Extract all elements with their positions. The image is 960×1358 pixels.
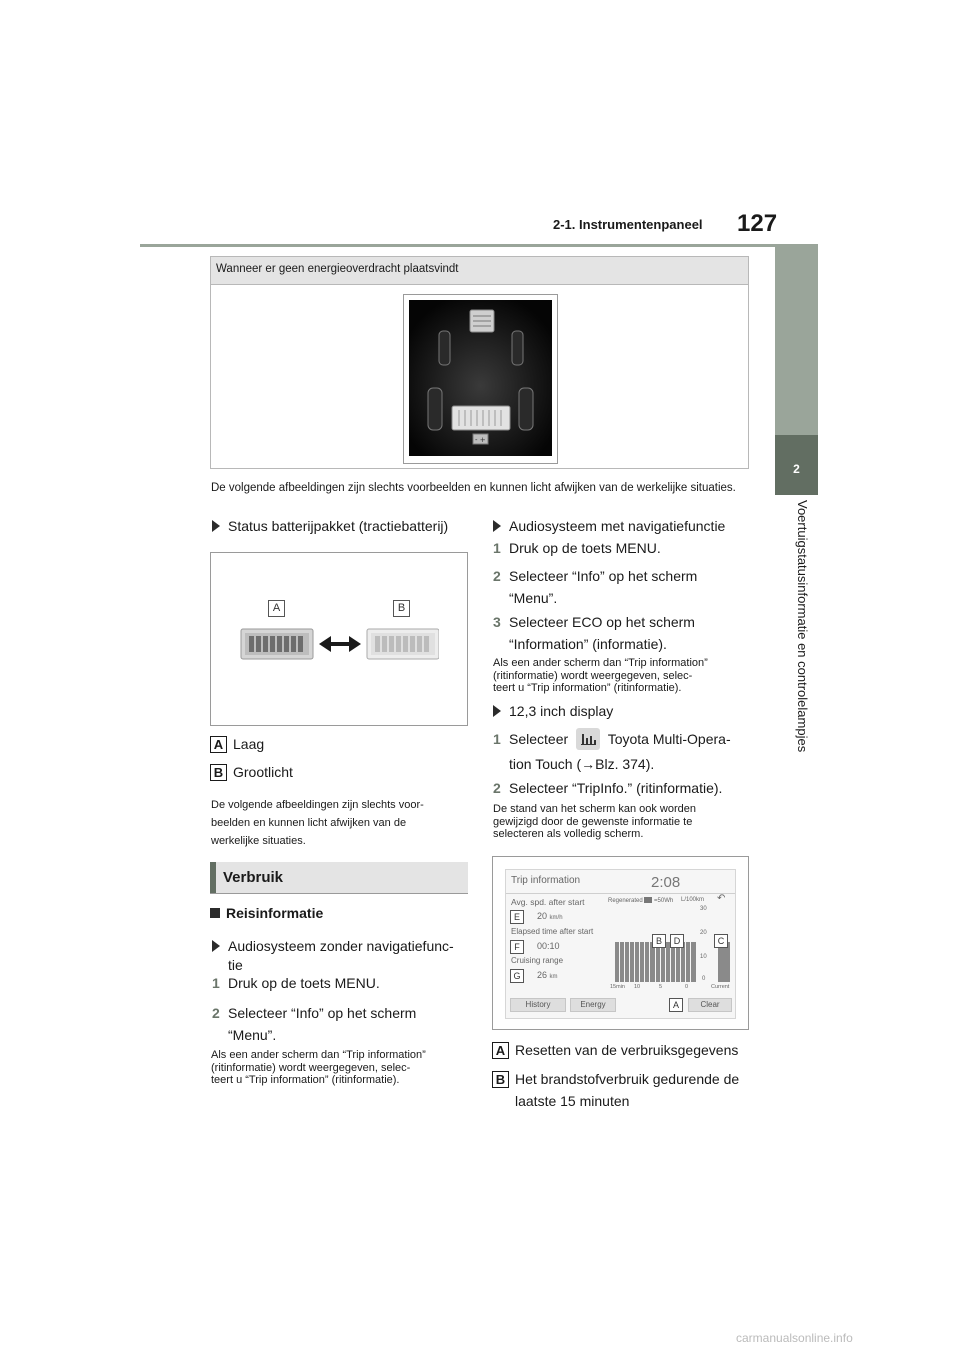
range-unit: km xyxy=(549,974,558,980)
history-bar xyxy=(656,942,660,982)
scale-20: 20 xyxy=(700,930,707,936)
step-text: Selecteer “Info” op het scherm xyxy=(509,568,698,584)
energy-flow-image xyxy=(403,294,558,464)
energy-flow-display xyxy=(409,300,552,456)
screen-label-a: A xyxy=(669,998,683,1012)
range-value xyxy=(537,970,558,980)
history-bar xyxy=(666,942,670,982)
history-bar xyxy=(691,942,695,982)
status-heading: Status batterijpakket (tractiebatterij) xyxy=(228,518,449,534)
legend-badge-b: B xyxy=(210,764,227,781)
status-heading-row xyxy=(212,517,448,536)
note-line: Als een ander scherm dan “Trip information” xyxy=(493,657,708,669)
legend-item-a xyxy=(210,735,264,754)
history-bar xyxy=(640,942,644,982)
regen-text: Regenerated xyxy=(608,898,643,904)
energy-table-header: Wanneer er geen energieoverdracht plaatsvindt xyxy=(211,257,748,285)
avg-speed-unit: km/h xyxy=(549,915,563,921)
screen-label-c: C xyxy=(714,934,728,948)
step-1-right xyxy=(493,539,661,558)
x-tick-5: 5 xyxy=(659,984,663,990)
note-line: werkelijke situaties. xyxy=(211,835,306,847)
step-note-left xyxy=(211,1049,426,1087)
step-text: “Information” (informatie). xyxy=(509,636,667,652)
history-bar xyxy=(615,942,619,982)
legend-badge-a: A xyxy=(492,1042,509,1059)
clear-button[interactable]: Clear xyxy=(688,998,732,1012)
legend-text-a: Laag xyxy=(233,736,265,752)
legend-right-b xyxy=(492,1068,739,1112)
note-line: teert u “Trip information” (ritinformatie). xyxy=(211,1074,400,1086)
note-line: selecteren als volledig scherm. xyxy=(493,828,644,840)
step-text: Selecteer ECO op het scherm xyxy=(509,614,695,630)
apps-icon xyxy=(576,728,600,750)
history-bar xyxy=(625,942,629,982)
x-tick-current: Current xyxy=(711,984,730,990)
history-bar xyxy=(681,942,685,982)
bullet-display xyxy=(493,702,613,721)
chapter-tab: 2 xyxy=(775,435,818,495)
battery-comparison-icon xyxy=(239,623,439,665)
section-title-verbruik: Verbruik xyxy=(210,862,468,894)
history-bar xyxy=(645,942,649,982)
current-bar xyxy=(718,942,730,982)
history-button[interactable]: History xyxy=(510,998,566,1012)
battery-status-image xyxy=(210,552,468,726)
screen-label-e: E xyxy=(510,910,524,924)
legend-badge-a: A xyxy=(210,736,227,753)
legend-text: Resetten van de verbruiksgegevens xyxy=(515,1042,739,1058)
arrow-bullet-icon xyxy=(212,520,220,532)
step-text: Selecteer xyxy=(509,731,569,747)
header-rule xyxy=(140,244,818,247)
history-bar xyxy=(620,942,624,982)
step-note-right xyxy=(493,657,708,695)
history-bar xyxy=(630,942,634,982)
step-text: Selecteer “Info” op het scherm xyxy=(228,1005,417,1021)
history-bar xyxy=(686,942,690,982)
subheading: Reisinformatie xyxy=(226,905,324,921)
note-line: Als een ander scherm dan “Trip information” xyxy=(211,1049,426,1061)
history-bar xyxy=(635,942,639,982)
avg-speed-label: Avg. spd. after start xyxy=(511,897,585,907)
step-number: 1 xyxy=(493,540,501,556)
legend-text-b: Grootlicht xyxy=(233,764,293,780)
history-bar xyxy=(676,942,680,982)
x-tick-0: 0 xyxy=(685,984,689,990)
step-3-right xyxy=(493,611,695,655)
step-text: tion Touch (→Blz. 374). xyxy=(509,756,655,772)
avg-speed-value xyxy=(537,911,563,921)
arrow-bullet-icon xyxy=(493,705,501,717)
side-tab-rule xyxy=(775,247,818,435)
step-select-app xyxy=(493,728,731,775)
battery-icon xyxy=(644,897,652,903)
legend-right-a xyxy=(492,1041,738,1060)
regen-value: =50Wh xyxy=(654,898,674,904)
bullet-line: tie xyxy=(228,957,243,973)
elapsed-label: Elapsed time after start xyxy=(511,927,594,936)
svg-text:- +: - + xyxy=(475,436,486,444)
vehicle-diagram-icon xyxy=(409,300,552,456)
step-number: 2 xyxy=(493,780,501,796)
scale-30: 30 xyxy=(700,906,707,912)
back-icon[interactable]: ↶ xyxy=(717,893,726,904)
chapter-title-vertical: Voertuigstatusinformatie en controlelampjes xyxy=(795,500,810,753)
scale-10: 10 xyxy=(700,954,707,960)
bullet-text: Audiosysteem met navigatiefunctie xyxy=(509,518,726,534)
step-1-left xyxy=(212,974,380,993)
step-text: Druk op de toets MENU. xyxy=(509,540,661,556)
section-rule xyxy=(210,893,468,894)
screen-divider xyxy=(506,893,735,894)
note-line: (ritinformatie) wordt weergegeven, selec- xyxy=(493,669,693,682)
history-bar xyxy=(671,942,675,982)
trip-time: 2:08 xyxy=(651,874,681,891)
history-bar xyxy=(661,942,665,982)
note-line: teert u “Trip information” (ritinformatie). xyxy=(493,682,682,694)
regen-label xyxy=(608,897,673,904)
bullet-line: Audiosysteem zonder navigatiefunc- xyxy=(228,938,454,954)
legend-text: Het brandstofverbruik gedurende de xyxy=(515,1071,740,1087)
x-tick-10: 10 xyxy=(634,984,641,990)
arrow-bullet-icon xyxy=(493,520,501,532)
range-number: 26 xyxy=(537,970,548,980)
bullet-nav xyxy=(493,517,725,536)
history-bar xyxy=(650,942,654,982)
range-label: Cruising range xyxy=(511,956,564,965)
step-number: 2 xyxy=(493,568,501,584)
trip-info-screen xyxy=(505,869,736,1019)
screen-label-d: D xyxy=(670,934,684,948)
avg-speed-number: 20 xyxy=(537,911,548,921)
note-line: De stand van het scherm kan ook worden xyxy=(493,803,697,815)
step-text: Selecteer “TripInfo.” (ritinformatie). xyxy=(509,780,723,796)
page-number: 127 xyxy=(737,210,778,237)
trip-title: Trip information xyxy=(511,875,581,886)
step-2-right xyxy=(493,565,697,609)
note-line: (ritinformatie) wordt weergegeven, selec- xyxy=(211,1061,411,1074)
intro-note: De volgende afbeeldingen zijn slechts voorbeelden en kunnen licht afwijken van de werkelijke situaties. xyxy=(211,482,736,494)
step-text: “Menu”. xyxy=(509,590,558,606)
watermark: carmanualsonline.info xyxy=(736,1331,853,1345)
legend-text: laatste 15 minuten xyxy=(515,1093,630,1109)
image-label-a: A xyxy=(268,600,285,617)
step-number: 3 xyxy=(493,614,501,630)
note-line: gewijzigd door de gewenste informatie te xyxy=(493,815,693,828)
legend-item-b xyxy=(210,763,293,782)
step-text: Druk op de toets MENU. xyxy=(228,975,380,991)
consumption-unit: L/100km xyxy=(681,897,705,903)
image-label-b: B xyxy=(393,600,410,617)
screen-label-g: G xyxy=(510,969,524,983)
scale-0: 0 xyxy=(702,976,706,982)
step-number: 1 xyxy=(212,975,220,991)
screen-label-f: F xyxy=(510,940,524,954)
example-note xyxy=(211,796,424,850)
step-text: Toyota Multi-Opera- xyxy=(607,731,731,747)
energy-table xyxy=(210,256,749,469)
bullet-text: 12,3 inch display xyxy=(509,703,614,719)
square-bullet-icon xyxy=(210,908,220,918)
step-text: “Menu”. xyxy=(228,1027,277,1043)
screen-label-b: B xyxy=(652,934,666,948)
subheading-row xyxy=(210,904,323,923)
screen-note xyxy=(493,803,696,841)
step-select-tripinfo xyxy=(493,779,722,798)
note-line: De volgende afbeeldingen zijn slechts voor- xyxy=(211,799,424,811)
elapsed-value: 00:10 xyxy=(537,941,560,951)
note-line: beelden en kunnen licht afwijken van de xyxy=(211,817,407,829)
step-number: 2 xyxy=(212,1005,220,1021)
energy-button[interactable]: Energy xyxy=(570,998,616,1012)
step-2-left xyxy=(212,1002,416,1046)
bullet-no-nav xyxy=(212,937,454,975)
arrow-bullet-icon xyxy=(212,940,220,952)
step-number: 1 xyxy=(493,731,501,747)
x-tick-15min: 15min xyxy=(610,984,625,990)
trip-info-screenshot xyxy=(492,856,749,1030)
section-header: 2-1. Instrumentenpaneel xyxy=(553,217,703,232)
legend-badge-b: B xyxy=(492,1071,509,1088)
